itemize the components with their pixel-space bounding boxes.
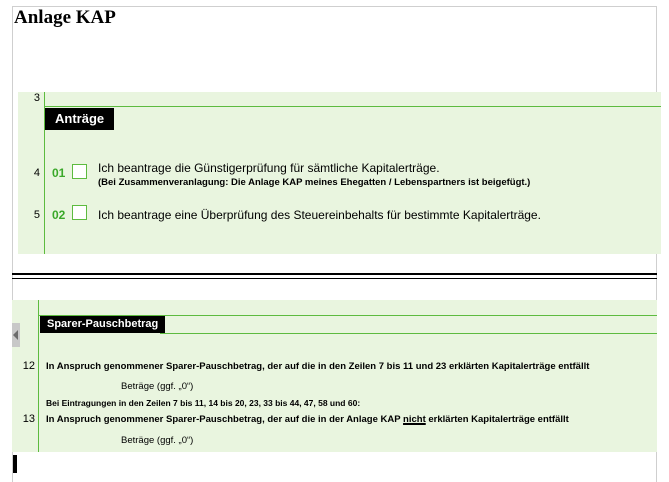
separator-rule: [12, 273, 657, 275]
row13-label-part2: erklärten Kapitalerträge entfällt: [425, 414, 569, 425]
section-heading-antraege: Anträge: [45, 108, 114, 130]
row13-note: Bei Eintragungen in den Zeilen 7 bis 11, 14 bis 20, 23, 33 bis 44, 47, 58 und 60:: [46, 398, 361, 408]
row12-hint: Beträge (ggf. „0“): [121, 381, 194, 392]
guenstigerpruefung-label: Ich beantrage die Günstigerprüfung für sämtliche Kapitalerträge.: [98, 161, 440, 175]
row-number: 12: [22, 360, 35, 372]
row-number: 5: [33, 209, 40, 221]
row-number: 13: [22, 413, 35, 425]
section-heading-sparer: Sparer-Pauschbetrag: [40, 316, 165, 333]
steuereinbehalt-checkbox[interactable]: [72, 205, 87, 220]
field-number-02: 02: [52, 208, 66, 222]
field-number-01: 01: [52, 166, 66, 180]
section-sparer-rule: [38, 300, 39, 452]
section-antraege-top-rule: [44, 106, 661, 107]
text-cursor: [13, 455, 17, 473]
row12-label: In Anspruch genommener Sparer-Pauschbetrag, der auf die in den Zeilen 7 bis 11 und 23 erklärten Kapitalerträge entfällt: [46, 361, 590, 372]
steuereinbehalt-label: Ich beantrage eine Überprüfung des Steuereinbehalts für bestimmte Kapitalerträge.: [98, 208, 541, 222]
guenstigerpruefung-sublabel: (Bei Zusammenveranlagung: Die Anlage KAP meines Ehegatten / Lebenspartners ist beigefügt.): [98, 177, 531, 188]
row-number: 4: [33, 167, 40, 179]
section-sparer-heading-rule: [160, 333, 657, 334]
row-number: 3: [33, 92, 40, 104]
row13-label-emphasis: nicht: [403, 414, 426, 425]
row13-hint: Beträge (ggf. „0“): [121, 435, 194, 446]
guenstigerpruefung-checkbox[interactable]: [72, 164, 87, 179]
row13-label-part1: In Anspruch genommener Sparer-Pauschbetrag, der auf die in der Anlage KAP: [46, 414, 404, 425]
separator-rule: [12, 278, 657, 279]
collapse-arrow-icon[interactable]: [12, 323, 20, 347]
row13-label: [46, 414, 569, 425]
page-title: Anlage KAP: [14, 7, 116, 28]
